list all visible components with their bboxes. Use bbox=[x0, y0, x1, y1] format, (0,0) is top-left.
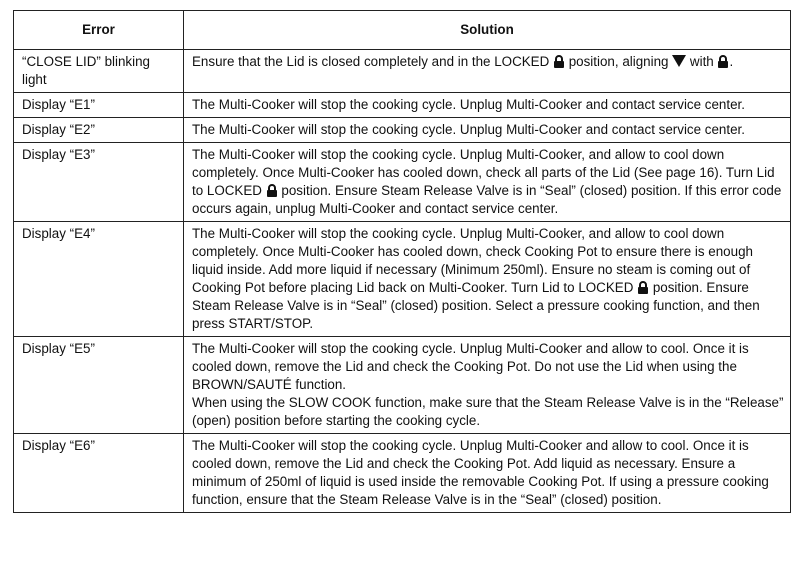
error-table bbox=[13, 10, 791, 513]
error-cell: Display “E1” bbox=[14, 93, 184, 118]
table-row bbox=[14, 143, 791, 222]
error-column-header: Error bbox=[14, 11, 184, 50]
solution-text: position. Ensure Steam Release Valve is in “Seal” (closed) position. Select a pressure cooking function, and then press START/STOP. bbox=[192, 280, 760, 331]
solution-paragraph: When using the SLOW COOK function, make sure that the Steam Release Valve is in the “Release” (open) position before starting the cooking cycle. bbox=[192, 395, 784, 428]
error-cell: Display “E4” bbox=[14, 222, 184, 337]
error-cell: Display “E2” bbox=[14, 118, 184, 143]
lock-icon bbox=[717, 55, 729, 68]
header-row bbox=[14, 11, 791, 50]
lock-icon bbox=[637, 281, 649, 294]
solution-cell bbox=[184, 143, 791, 222]
solution-text: with bbox=[686, 54, 718, 69]
solution-text: position. Ensure Steam Release Valve is in “Seal” (closed) position. If this error code occurs again, unplug Multi-Cooker and contact service center. bbox=[192, 183, 782, 216]
solution-paragraph: The Multi-Cooker will stop the cooking cycle. Unplug Multi-Cooker and allow to cool. Once it is cooled down, remove the Lid and check the Cooking Pot. Do not use the Lid when using the BROWN/SAUTÉ function. bbox=[192, 341, 749, 392]
solution-cell bbox=[184, 50, 791, 93]
table-row bbox=[14, 50, 791, 93]
table-row bbox=[14, 118, 791, 143]
table-row bbox=[14, 337, 791, 434]
down-triangle-icon bbox=[672, 55, 686, 67]
solution-column-header: Solution bbox=[184, 11, 791, 50]
solution-text: . bbox=[729, 54, 734, 69]
solution-text: position, aligning bbox=[565, 54, 673, 69]
table-row bbox=[14, 434, 791, 513]
solution-text: The Multi-Cooker will stop the cooking cycle. Unplug Multi-Cooker, and allow to cool down completely. Once Multi-Cooker has cooled down, check all parts of the Lid (See page 16). Turn Lid to LOCKED bbox=[192, 147, 775, 198]
lock-icon bbox=[266, 184, 278, 197]
error-cell: Display “E3” bbox=[14, 143, 184, 222]
solution-cell: The Multi-Cooker will stop the cooking cycle. Unplug Multi-Cooker and allow to cool. Once it is cooled down, remove the Lid and check the Cooking Pot. Add liquid as necessary. Ensure a minimum of 250ml of liquid is used inside the removable Cooking Pot. If using a pressure cooking function, ensure that the Steam Release Valve is in the “Seal” (closed) position. bbox=[184, 434, 791, 513]
error-cell: Display “E6” bbox=[14, 434, 184, 513]
solution-cell: The Multi-Cooker will stop the cooking cycle. Unplug Multi-Cooker and contact service center. bbox=[184, 93, 791, 118]
lock-icon bbox=[553, 55, 565, 68]
solution-cell bbox=[184, 222, 791, 337]
error-cell: “CLOSE LID” blinking light bbox=[14, 50, 184, 93]
solution-cell: The Multi-Cooker will stop the cooking cycle. Unplug Multi-Cooker and contact service center. bbox=[184, 118, 791, 143]
solution-cell bbox=[184, 337, 791, 434]
error-cell: Display “E5” bbox=[14, 337, 184, 434]
table-row bbox=[14, 222, 791, 337]
solution-text: The Multi-Cooker will stop the cooking cycle. Unplug Multi-Cooker, and allow to cool down completely. Once Multi-Cooker has cooled down, check Cooking Pot to ensure there is enough liquid inside. Add more liquid if necessary (Minimum 250ml). Ensure no steam is coming out of Cooking Pot before placing Lid back on Multi-Cooker. Turn Lid to LOCKED bbox=[192, 226, 753, 295]
solution-text: Ensure that the Lid is closed completely and in the LOCKED bbox=[192, 54, 553, 69]
table-row bbox=[14, 93, 791, 118]
